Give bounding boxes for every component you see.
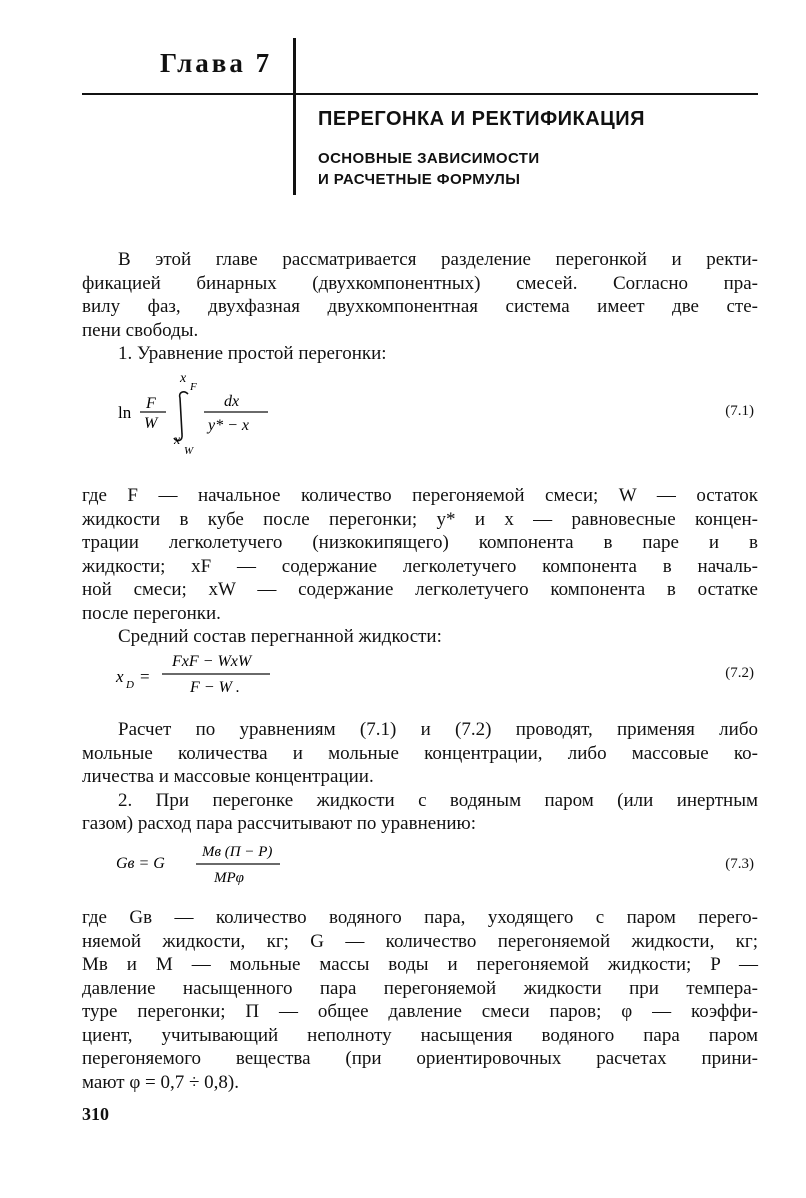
page-number: 310 [82, 1104, 109, 1124]
average-composition-heading: Средний состав перегнанной жидкости: [118, 626, 442, 647]
header-vertical-rule-top [293, 38, 296, 96]
text-line: после перегонки. [82, 602, 221, 624]
eq3-denominator: MPφ [214, 870, 244, 886]
text-line: жидкости; xF — содержание легколетучего компонента в началь- [82, 555, 758, 577]
text-line: газом) расход пара рассчитывают по уравнению: [82, 813, 476, 834]
eq1-lower-limit: x [174, 433, 181, 448]
text-line: В этой главе рассматривается разделение перегонкой и ректи- [118, 249, 758, 270]
text-line: циент, учитывающий неполноту насыщения водяного пара паром [82, 1024, 758, 1046]
header-vertical-rule-bottom [293, 95, 296, 195]
eq1-W: W [144, 415, 158, 432]
text-line: Mв и M — мольные массы воды и перегоняемой жидкости; P — [82, 954, 758, 975]
eq1-lower-limit-sub: W [184, 445, 194, 457]
text-line: фикацией бинарных (двухкомпонентных) смесей. Согласно пра- [82, 272, 758, 294]
text-line: где F — начальное количество перегоняемой смеси; W — остаток [82, 485, 758, 506]
text-line: 2. При перегонке жидкости с водяным паром (или инертным [118, 789, 758, 811]
eq1-upper-limit-sub: F [190, 381, 197, 393]
header-horizontal-rule [82, 93, 758, 95]
section-title-line: И РАСЧЕТНЫЕ ФОРМУЛЫ [318, 171, 521, 188]
equation-number-7-2: (7.2) [725, 665, 754, 681]
equation-7-1 [100, 368, 300, 460]
text-line: где Gв — количество водяного пара, уходящего с паром перего- [82, 907, 758, 928]
eq3-numerator: Mв (П − P) [202, 844, 273, 860]
equation-number-7-1: (7.1) [725, 403, 754, 419]
eq2-denominator: F − W . [190, 679, 240, 696]
chapter-title: ПЕРЕГОНКА И РЕКТИФИКАЦИЯ [318, 108, 646, 130]
text-line: ной смеси; xW — содержание легколетучего компонента в остатке [82, 579, 758, 600]
text-line: вилу фаз, двухфазная двухкомпонентная система имеет две сте- [82, 296, 758, 317]
text-line: Расчет по уравнениям (7.1) и (7.2) проводят, применяя либо [118, 719, 758, 740]
text-line: трации легколетучего (низкокипящего) компонента в паре и в [82, 532, 758, 553]
eq1-F: F [146, 395, 156, 412]
text-line: пени свободы. [82, 319, 199, 341]
equation-number-7-3: (7.3) [725, 856, 754, 872]
eq1-denominator: y* − x [208, 417, 249, 434]
eq2-numerator: FxF − WxW [172, 653, 252, 670]
equation-7-3 [110, 840, 330, 896]
eq1-upper-limit: x [180, 371, 187, 386]
equation-7-2 [110, 644, 310, 704]
text-line: няемой жидкости, кг; G — количество перегоняемой жидкости, кг; [82, 930, 758, 952]
text-line: давление насыщенного пара перегоняемой жидкости при темпера- [82, 977, 758, 999]
eq2-lhs: x [116, 667, 124, 686]
eq1-dx: dx [224, 393, 240, 410]
text-line: мольные количества и мольные концентрации, либо массовые ко- [82, 742, 758, 764]
section-title [318, 148, 540, 190]
text-line: перегоняемого вещества (при ориентировочных расчетах прини- [82, 1048, 758, 1069]
eq1-ln: ln [118, 403, 132, 422]
definitions-paragraph-3 [82, 906, 758, 1094]
item-1-heading: 1. Уравнение простой перегонки: [118, 343, 387, 364]
text-line: личества и массовые концентрации. [82, 766, 374, 787]
intro-paragraph [82, 248, 758, 366]
definitions-paragraph-1 [82, 484, 758, 649]
eq3-lhs: Gв = G [116, 855, 165, 872]
chapter-label: Глава 7 [160, 48, 273, 78]
text-line: туре перегонки; П — общее давление смеси паров; φ — коэффи- [82, 1001, 758, 1022]
svg-text:=: = [140, 667, 150, 686]
section-title-line: ОСНОВНЫЕ ЗАВИСИМОСТИ [318, 150, 540, 167]
eq2-lhs-sub: D [126, 679, 134, 691]
text-line: жидкости в кубе после перегонки; y* и x — равновесные концен- [82, 508, 758, 530]
calculation-paragraph [82, 718, 758, 836]
text-line: мают φ = 0,7 ÷ 0,8). [82, 1071, 240, 1093]
